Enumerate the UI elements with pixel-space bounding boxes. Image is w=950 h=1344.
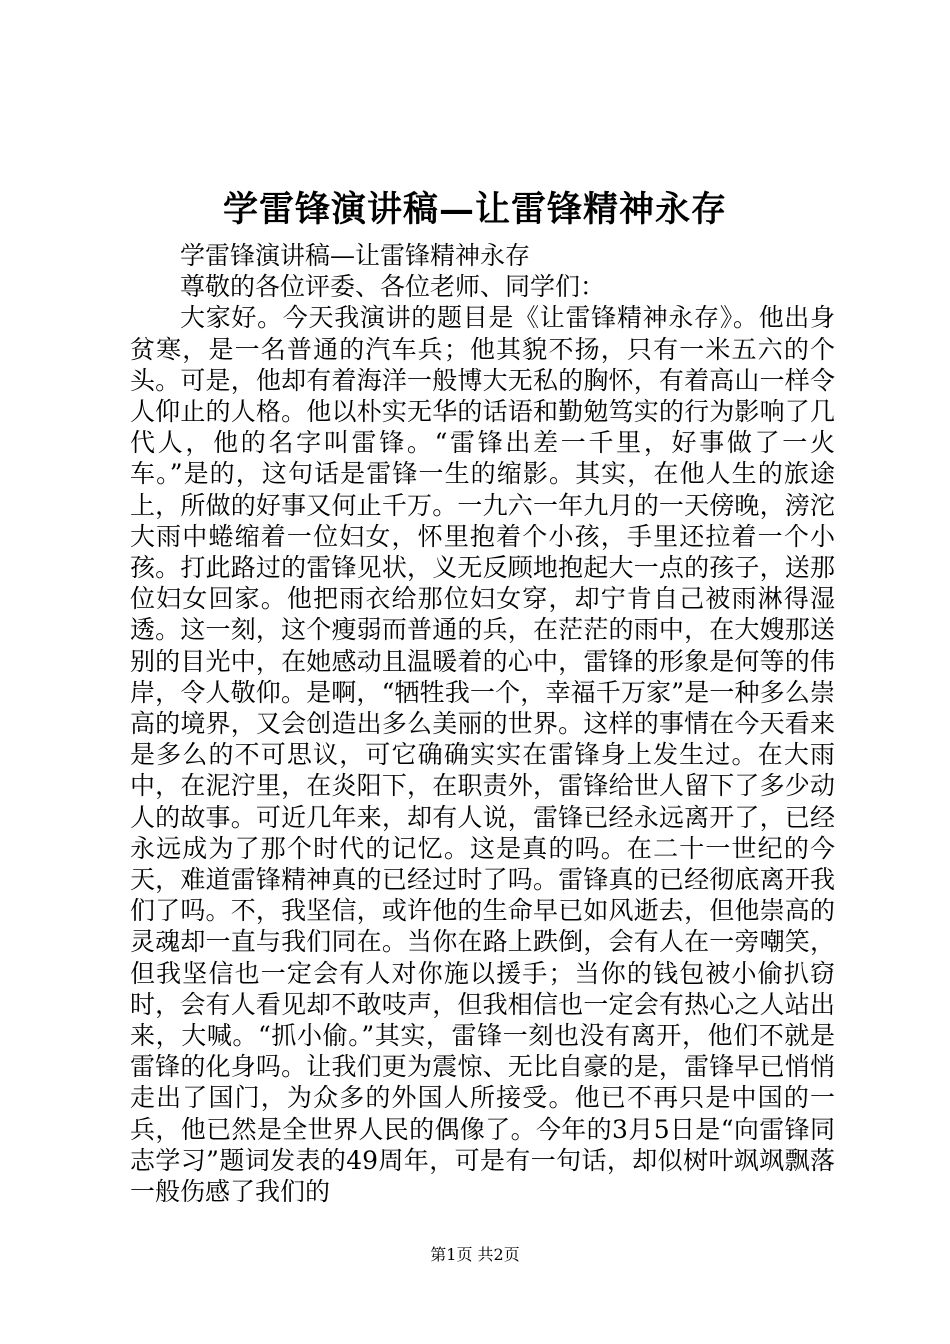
document-title: 学雷锋演讲稿—让雷锋精神永存 bbox=[222, 189, 727, 230]
paragraph-salutation: 尊敬的各位评委、各位老师、同学们： bbox=[180, 272, 606, 302]
paragraph-main: 大家好。今天我演讲的题目是《让雷锋精神永存》。他出身贫寒，是一名普通的汽车兵；他其貌不扬，只有一米五六的个头。可是，他却有着海洋一般博大无私的胸怀，有着高山一样令人仰止的人格。他以朴实无华的话语和勤勉笃实的行为影响了几代人，他的名字叫雷锋。“雷锋出差一千里，好事做了一火车。”是的，这句话是雷锋一生的缩影。其实，在他人生的旅途上，所做的好事又何止千万。一九六一年九月的一天傍晚，滂沱大雨中蜷缩着一位妇女，怀里抱着个小孩，手里还拉着一个小孩。打此路过的雷锋见状，义无反顾地抱起大一点的孩子，送那位妇女回家。他把雨衣给那位妇女穿，却宁肯自己被雨淋得湿透。这一刻，这个瘦弱而普通的兵，在茫茫的雨中，在大嫂那送别的目光中，在她感动且温暖着的心中，雷锋的形象是何等的伟岸，令人敬仰。是啊，“牺牲我一个，幸福千万家”是一种多么崇高的境界，又会创造出多么美丽的世界。这样的事情在今天看来是多么的不可思议，可它确确实实在雷锋身上发生过。在大雨中，在泥泞里，在炎阳下，在职责外，雷锋给世人留下了多少动人的故事。可近几年来，却有人说，雷锋已经永远离开了，已经永远成为了那个时代的记忆。这是真的吗。在二十一世纪的今天，难道雷锋精神真的已经过时了吗。雷锋真的已经彻底离开我们了吗。不，我坚信，或许他的生命早已如风逝去，但他崇高的灵魂却一直与我们同在。当你在路上跌倒，会有人在一旁嘲笑，但我坚信也一定会有人对你施以援手；当你的钱包被小偷扒窃时，会有人看见却不敢吱声，但我相信也一定会有热心之人站出来，大喊。“抓小偷。”其实，雷锋一刻也没有离开，他们不就是雷锋的化身吗。让我们更为震惊、无比自豪的是，雷锋早已悄悄走出了国门，为众多的外国人所接受。他已不再只是中国的一兵，他已然是全世界人民的偶像了。今年的3月5日是“向雷锋同志学习”题词发表的49周年，可是有一句话，却似树叶飒飒飘落一般伤感了我们的 bbox=[130, 303, 835, 1207]
document-body bbox=[130, 240, 835, 1207]
paragraph-subtitle: 学雷锋演讲稿—让雷锋精神永存 bbox=[180, 241, 531, 270]
page-number-footer: 第1页 共2页 bbox=[430, 1245, 520, 1264]
